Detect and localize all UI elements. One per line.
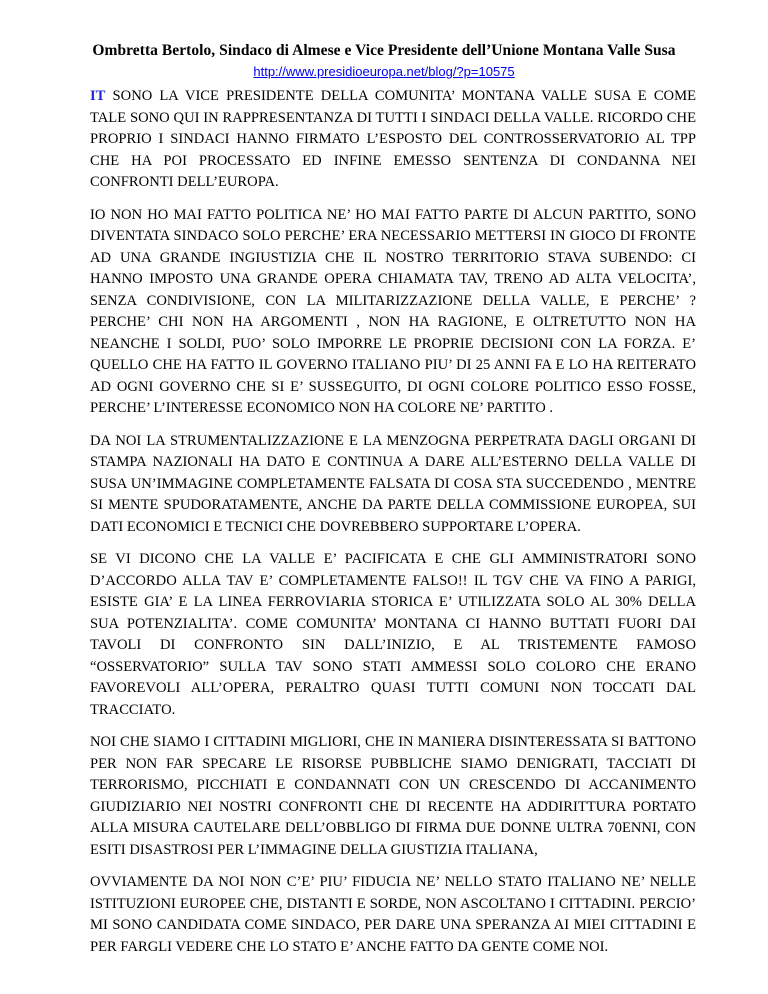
source-link[interactable]: http://www.presidioeuropa.net/blog/?p=10575 xyxy=(253,64,515,79)
paragraph-1-text: SONO LA VICE PRESIDENTE DELLA COMUNITA’ MONTANA VALLE SUSA E COME TALE SONO QUI IN RAPPRESENTANZA DI TUTTI I SINDACI DELLA VALLE. RICORDO CHE PROPRIO I SINDACI HANNO FIRMATO L’ESPOSTO DEL CONTROSSERVATORIO AL TPP CHE HA POI PROCESSATO ED INFINE EMESSO SENTENZA DI CONDANNA NEI CONFRONTI DELL’EUROPA. xyxy=(90,88,696,190)
language-tag: IT xyxy=(90,88,106,104)
document-body xyxy=(90,86,696,969)
paragraph-1 xyxy=(90,86,696,194)
paragraph-3: DA NOI LA STRUMENTALIZZAZIONE E LA MENZOGNA PERPETRATA DAGLI ORGANI DI STAMPA NAZIONALI HA DATO E CONTINUA A DARE ALL’ESTERNO DELLA VALLE DI SUSA UN’IMMAGINE COMPLETAMENTE FALSATA DI COSA STA SUCCEDENDO , MENTRE SI MENTE SPUDORATAMENTE, ANCHE DA PARTE DELLA COMMISSIONE EUROPEA, SUI DATI ECONOMICI E TECNICI CHE DOVREBBERO SUPPORTARE L’OPERA. xyxy=(90,432,696,535)
paragraph-6: OVVIAMENTE DA NOI NON C’E’ PIU’ FIDUCIA NE’ NELLO STATO ITALIANO NE’ NELLE ISTITUZIONI EUROPEE CHE, DISTANTI E SORDE, NON ASCOLTANO I CITTADINI. PERCIO’ MI SONO CANDIDATA COME SINDACO, PER DARE UNA SPERANZA AI MIEI CITTADINI E PER FARGLI VEDERE CHE LO STATO E’ ANCHE FATTO DA GENTE COME NOI. xyxy=(90,874,696,955)
paragraph-5: NOI CHE SIAMO I CITTADINI MIGLIORI, CHE IN MANIERA DISINTERESSATA SI BATTONO PER NON FAR SPECARE LE RISORSE PUBBLICHE SIAMO DENIGRATI, TACCIATI DI TERRORISMO, PICCHIATI E CONDANNATI CON UN CRESCENDO DI ACCANIMENTO GIUDIZIARIO NEI NOSTRI CONFRONTI CHE DI RECENTE HA ADDIRITTURA PORTATO ALLA MISURA CAUTELARE DELL’OBBLIGO DI FIRMA DUE DONNE ULTRA 70ENNI, CON ESITI DISASTROSI PER L’IMMAGINE DELLA GIUSTIZIA ITALIANA, xyxy=(90,734,696,858)
document-title: Ombretta Bertolo, Sindaco di Almese e Vice Presidente dell’Unione Montana Valle Susa xyxy=(92,42,676,59)
paragraph-2: IO NON HO MAI FATTO POLITICA NE’ HO MAI FATTO PARTE DI ALCUN PARTITO, SONO DIVENTATA SINDACO SOLO PERCHE’ ERA NECESSARIO METTERSI IN GIOCO DI FRONTE AD UNA GRANDE INGIUSTIZIA CHE IL NOSTRO TERRITORIO STAVA SUBENDO: CI HANNO IMPOSTO UNA GRANDE OPERA CHIAMATA TAV, TRENO AD ALTA VELOCITA’, SENZA CONDIVISIONE, CON LA MILITARIZZAZIONE DELLA VALLE, E PERCHE’ ? PERCHE’ CHI NON HA ARGOMENTI , NON HA RAGIONE, E OLTRETUTTO NON HA NEANCHE I SOLDI, PUO’ SOLO IMPORRE LE PROPRIE DECISIONI CON LA FORZA. E’ QUELLO CHE HA FATTO IL GOVERNO ITALIANO PIU’ DI 25 ANNI FA E LO HA REITERATO AD OGNI GOVERNO CHE SI E’ SUSSEGUITO, DI OGNI COLORE POLITICO ESSO FOSSE, PERCHE’ L’INTERESSE ECONOMICO NON HA COLORE NE’ PARTITO . xyxy=(90,206,696,416)
paragraph-4: SE VI DICONO CHE LA VALLE E’ PACIFICATA E CHE GLI AMMINISTRATORI SONO D’ACCORDO ALLA TAV E’ COMPLETAMENTE FALSO!! IL TGV CHE VA FINO A PARIGI, ESISTE GIA’ E LA LINEA FERROVIARIA STORICA E’ UTILIZZATA SOLO AL 30% DELLA SUA POTENZIALITA’. COME COMUNITA’ MONTANA CI HANNO BUTTATI FUORI DAI TAVOLI DI CONFRONTO SIN DALL’INIZIO, E AL TRISTEMENTE FAMOSO “OSSERVATORIO” SULLA TAV SONO STATI AMMESSI SOLO COLORO CHE ERANO FAVOREVOLI ALL’OPERA, PERALTRO QUASI TUTTI COMUNI NON TOCCATI DAL TRACCIATO. xyxy=(90,551,696,718)
